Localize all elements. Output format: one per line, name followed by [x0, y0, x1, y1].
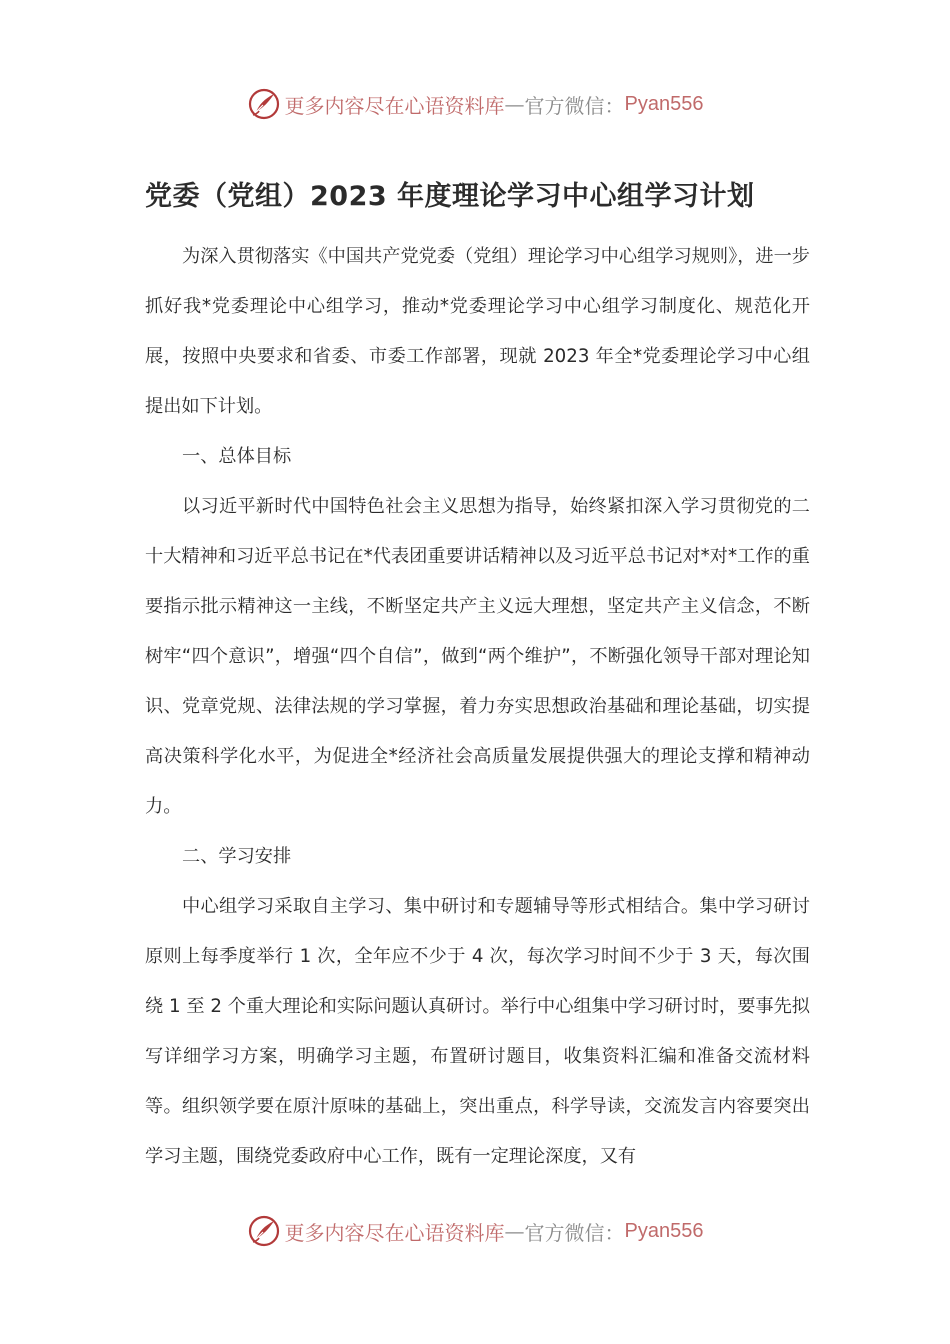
document-body: [145, 232, 810, 1182]
quill-logo-icon: [247, 87, 281, 121]
paragraph-arrangement: 中心组学习采取自主学习、集中研讨和专题辅导等形式相结合。集中学习研讨原则上每季度举行 1 次，全年应不少于 4 次，每次学习时间不少于 3 天，每次围绕 1 至 2 个重大理论和实际问题认真研讨。举行中心组集中学习研讨时，要事先拟写详细学习方案，明确学习主题，布置研讨题目，收集资料汇编和准备交流材料等。组织领学要在原汁原味的基础上，突出重点，科学导读，交流发言内容要突出学习主题，围绕党委政府中心工作，既有一定理论深度，又有: [145, 896, 810, 1167]
section-heading-goal: 一、总体目标: [182, 446, 292, 467]
section-heading-arrangement: 二、学习安排: [182, 846, 292, 867]
banner-dash: —: [504, 1219, 525, 1243]
footer-banner: [0, 1211, 950, 1251]
wechat-label: 官方微信：: [524, 93, 625, 118]
wechat-id: Pyan556: [624, 92, 704, 115]
banner-text: 更多内容尽在心语资料库: [284, 1220, 505, 1245]
paragraph-goal: 以习近平新时代中国特色社会主义思想为指导，始终紧扣深入学习贯彻党的二十大精神和习近平总书记在*代表团重要讲话精神以及习近平总书记对*对*工作的重要指示批示精神这一主线，不断坚定共产主义远大理想，坚定共产主义信念，不断树牢“四个意识”，增强“四个自信”，做到“两个维护”，不断强化领导干部对理论知识、党章党规、法律法规的学习掌握，着力夯实思想政治基础和理论基础，切实提高决策科学化水平，为促进全*经济社会高质量发展提供强大的理论支撑和精神动力。: [145, 496, 810, 817]
banner-text: 更多内容尽在心语资料库: [284, 93, 505, 118]
document-title: 党委（党组）2023 年度理论学习中心组学习计划: [145, 181, 755, 212]
wechat-label: 官方微信：: [524, 1220, 625, 1245]
paragraph-intro: 为深入贯彻落实《中国共产党党委（党组）理论学习中心组学习规则》，进一步抓好我*党委理论中心组学习，推动*党委理论学习中心组学习制度化、规范化开展，按照中央要求和省委、市委工作部署，现就 2023 年全*党委理论学习中心组提出如下计划。: [145, 246, 810, 417]
wechat-id: Pyan556: [624, 1219, 704, 1242]
header-banner: [0, 84, 950, 124]
banner-dash: —: [504, 92, 525, 116]
quill-logo-icon: [247, 1214, 281, 1248]
